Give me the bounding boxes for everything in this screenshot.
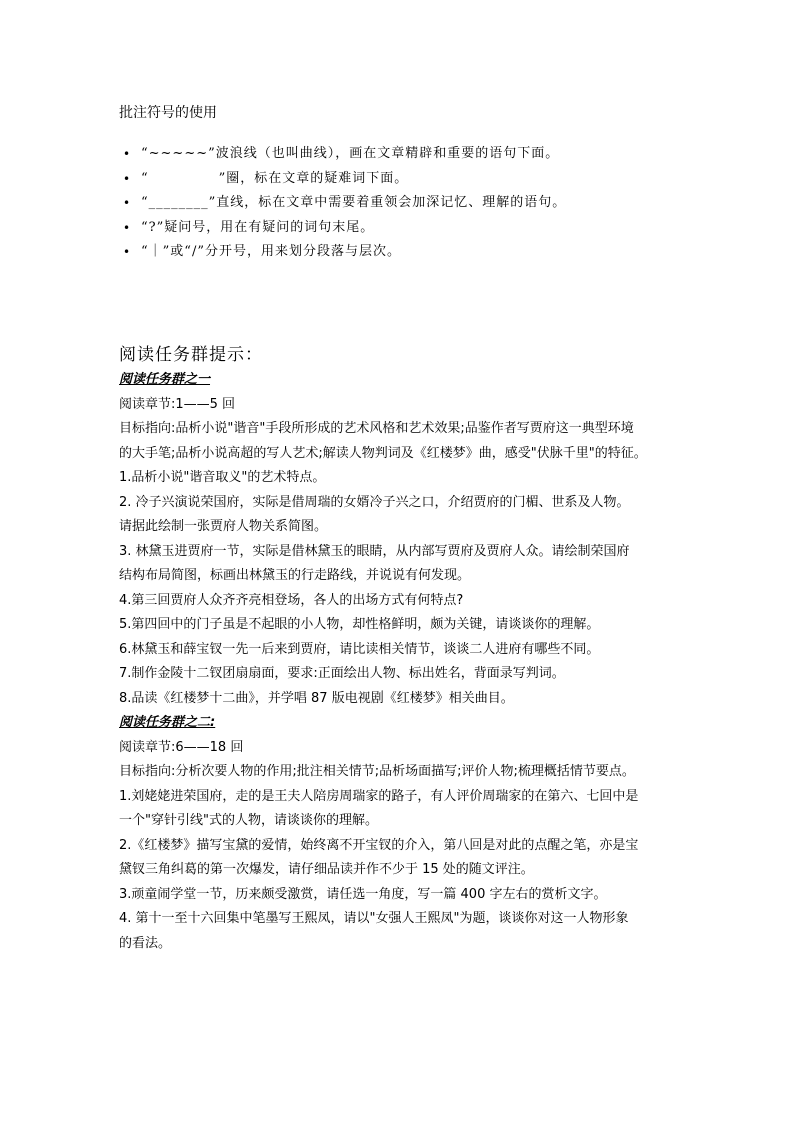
list-item (121, 144, 566, 169)
task-group-2-chapters: 阅读章节:6——18 回 (119, 739, 244, 755)
task-item-line: 一个"穿针引线"式的人物，请谈谈你的理解。 (119, 813, 378, 828)
task-item-line: 2. 冷子兴演说荣国府，实际是借周瑞的女婿冷子兴之口，介绍贾府的门楣、世系及人物。 (119, 494, 630, 510)
task-item-line: 3.顽童闹学堂一节，历来颇受激赏，请任选一角度，写一篇 400 字左右的赏析文字。 (119, 886, 607, 902)
list-item (121, 169, 566, 194)
task-group-1-goal: 的大手笔;品析小说高超的写人艺术;解读人物判词及《红楼梦》曲，感受"伏脉千里"的特征。 (119, 445, 647, 461)
list-item (121, 218, 566, 243)
task-item-line: 黛钗三角纠葛的第一次爆发，请仔细品读并作不少于 15 处的随文评注。 (119, 862, 534, 877)
task-group-1-title: 阅读任务群之一 (119, 372, 211, 387)
list-item (121, 193, 566, 218)
list-item-text: “?”疑问号，用在有疑问的词句末尾。 (141, 219, 375, 235)
task-item-line: 6.林黛玉和薛宝钗一先一后来到贾府，请比读相关情节，谈谈二人进府有哪些不同。 (119, 641, 600, 657)
bullet-icon: • (123, 196, 132, 210)
task-item-line: 7.制作金陵十二钗团扇扇面，要求:正面绘出人物、标出姓名，背面录写判词。 (119, 666, 565, 681)
annotation-symbol-list (121, 144, 566, 267)
bullet-icon: • (123, 245, 132, 259)
list-item-text: “｜”或“/”分开号，用来划分段落与层次。 (141, 244, 401, 259)
reading-tasks-body (119, 368, 689, 956)
annotation-symbols-title: 批注符号的使用 (119, 105, 217, 121)
task-group-2-goal: 目标指向:分析次要人物的作用;批注相关情节;品析场面描写;评价人物;梳理概括情节要点。 (119, 764, 635, 779)
task-item-line: 请据此绘制一张贾府人物关系简图。 (119, 519, 328, 534)
task-item-line: 3. 林黛玉进贾府一节，实际是借林黛玉的眼睛，从内部写贾府及贾府人众。请绘制荣国府 (119, 543, 630, 559)
task-item-line: 4. 第十一至十六回集中笔墨写王熙凤，请以"女强人王熙凤"为题，谈谈你对这一人物形象 (119, 911, 629, 926)
list-item-text: “________”直线，标在文章中需要着重领会加深记忆、理解的语句。 (141, 195, 567, 210)
task-item-line: 1.品析小说"谐音取义"的艺术特点。 (119, 470, 326, 485)
task-item-line: 1.刘姥姥进荣国府，走的是王夫人陪房周瑞家的路子，有人评价周瑞家的在第六、七回中是 (119, 788, 639, 804)
task-item-line: 的看法。 (119, 935, 172, 951)
task-group-1-chapters: 阅读章节:1——5 回 (119, 396, 236, 412)
list-item-text: “ ”圈，标在文章的疑难词下面。 (141, 170, 409, 186)
task-item-line: 8.品读《红楼梦十二曲》，并学唱 87 版电视剧《红楼梦》相关曲目。 (119, 690, 514, 706)
task-group-1-goal: 目标指向:品析小说"谐音"手段所形成的艺术风格和艺术效果;品鉴作者写贾府这一典型环境 (119, 421, 634, 436)
task-item-line: 2.《红楼梦》描写宝黛的爱情，始终离不开宝钗的介入，第八回是对此的点醒之笔，亦是宝 (119, 837, 639, 853)
task-item-line: 结构布局简图，标画出林黛玉的行走路线，并说说有何发现。 (119, 568, 471, 583)
bullet-icon: • (123, 220, 132, 235)
bullet-icon: • (123, 171, 132, 186)
task-item-line: 4.第三回贾府人众齐齐亮相登场，各人的出场方式有何特点? (119, 592, 464, 608)
reading-tasks-title: 阅读任务群提示： (119, 345, 263, 365)
task-group-2-title: 阅读任务群之二: (119, 715, 216, 730)
list-item (121, 242, 566, 267)
list-item-text: “~~~~~”波浪线（也叫曲线），画在文章精辟和重要的语句下面。 (141, 146, 560, 161)
task-item-line: 5.第四回中的门子虽是不起眼的小人物，却性格鲜明，颇为关键，请谈谈你的理解。 (119, 617, 600, 632)
bullet-icon: • (123, 147, 132, 161)
